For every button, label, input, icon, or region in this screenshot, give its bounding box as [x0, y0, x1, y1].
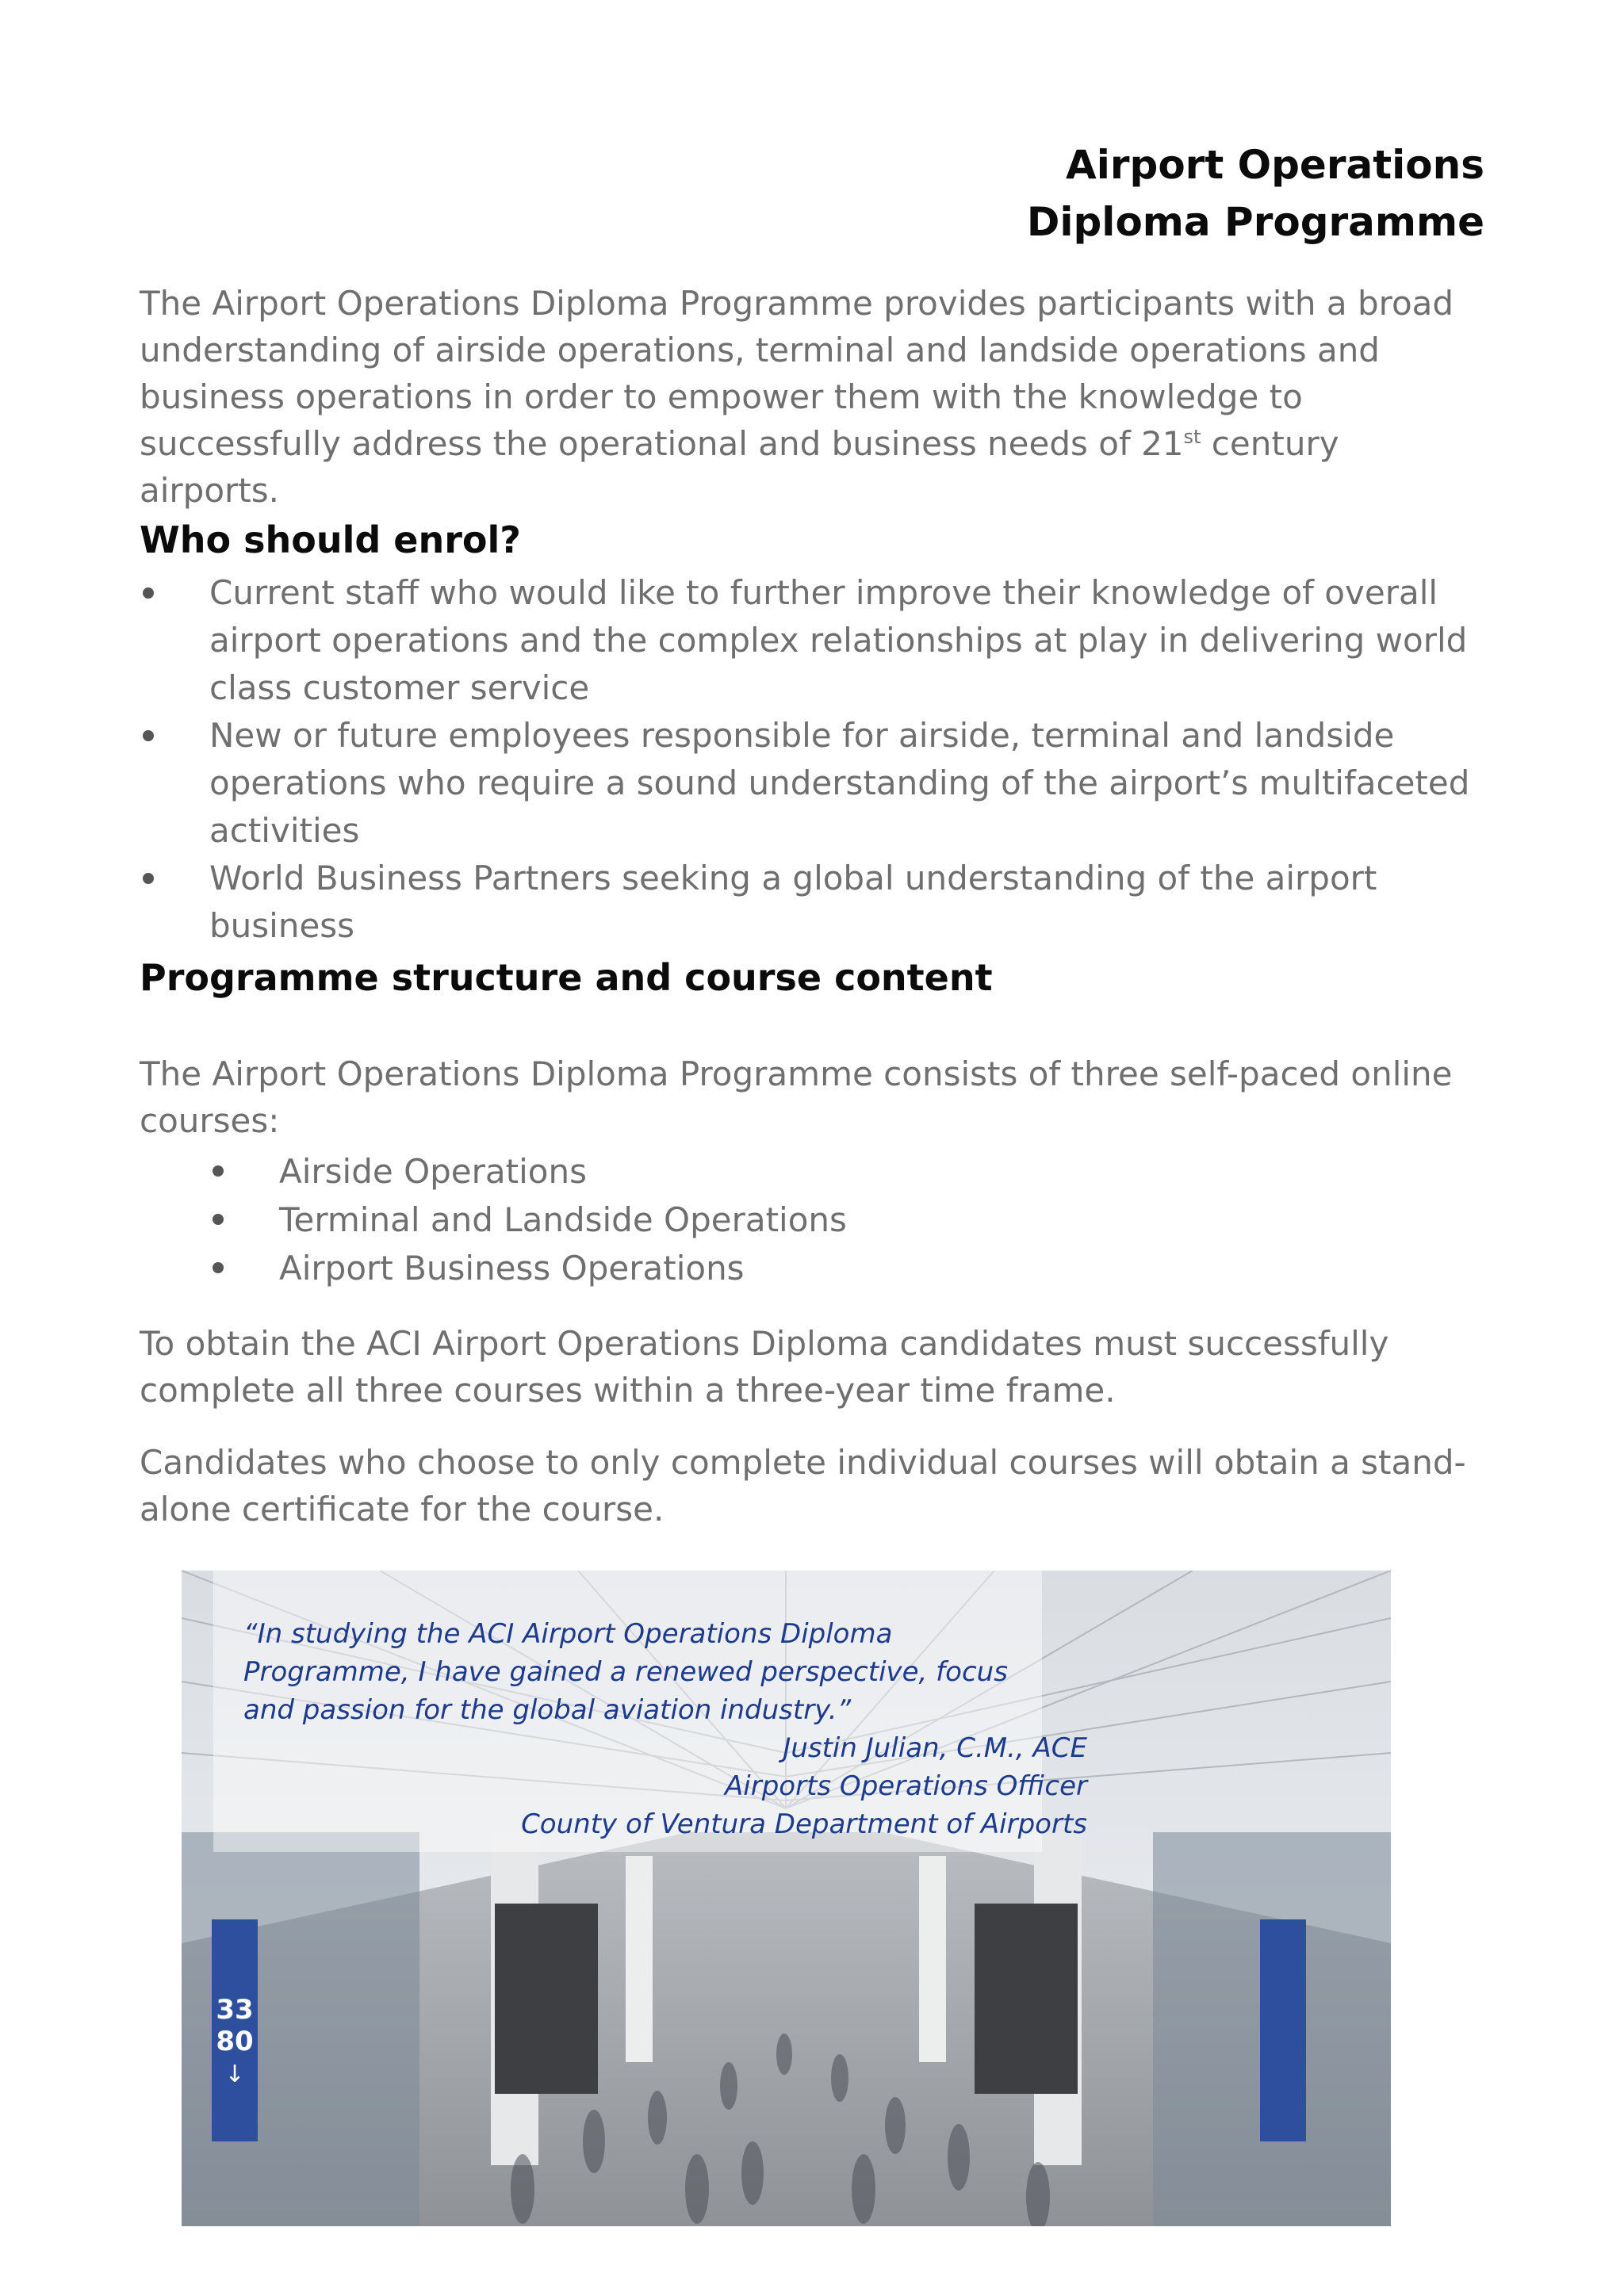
enrol-list: [140, 569, 1503, 950]
airport-terminal-photo: [182, 1571, 1391, 2226]
title-line-2: Diploma Programme: [1026, 199, 1484, 245]
list-item: World Business Partners seeking a global understanding of the airport business: [140, 855, 1503, 950]
list-item: Current staff who would like to further improve their knowledge of overall airport operations and the complex relationships at play in delivering world class customer service: [140, 569, 1503, 712]
bullet-icon: [213, 1165, 224, 1177]
certificate-paragraph: Candidates who choose to only complete individual courses will obtain a stand-alone certificate for the course.: [140, 1443, 1466, 1529]
list-item: New or future employees responsible for airside, terminal and landside operations who require a sound understanding of the airport’s multifaceted activities: [140, 712, 1503, 855]
bullet-icon: [213, 1262, 224, 1273]
course-list: [209, 1147, 1320, 1292]
intro-paragraph: [140, 280, 1488, 514]
testimonial-attribution: [373, 1729, 1087, 1843]
who-should-enrol-heading: Who should enrol?: [140, 519, 521, 561]
intro-text-end: century airports.: [140, 424, 1339, 510]
list-item: Airside Operations: [209, 1147, 1320, 1196]
sign-number-bottom: 80: [216, 2026, 254, 2057]
intro-text: The Airport Operations Diploma Programme provides participants with a broad understanding of airside operations, terminal and landside operations and business operations in order to empower them with the knowledge to successfully address the operational and business needs of 21: [140, 284, 1454, 463]
testimonial-name: Justin Julian, C.M., ACE: [783, 1732, 1087, 1764]
list-item: Airport Business Operations: [209, 1244, 1320, 1292]
down-arrow-icon: ↓: [224, 2061, 245, 2088]
testimonial-org: County of Ventura Department of Airports: [521, 1808, 1087, 1840]
bullet-icon: [143, 730, 154, 741]
testimonial-role: Airports Operations Officer: [725, 1770, 1087, 1802]
title-line-1: Airport Operations: [1066, 142, 1484, 188]
structure-intro: The Airport Operations Diploma Programme consists of three self-paced online courses:: [140, 1054, 1453, 1140]
testimonial-quote: “In studying the ACI Airport Operations Diploma Programme, I have gained a renewed perspective, focus and passion for the global aviation industry.”: [243, 1618, 1008, 1726]
programme-structure-heading: Programme structure and course content: [140, 956, 993, 999]
bullet-icon: [143, 873, 154, 884]
sign-number-top: 33: [216, 1994, 254, 2026]
completion-paragraph: To obtain the ACI Airport Operations Diploma candidates must successfully complete all three courses within a three-year time frame.: [140, 1324, 1389, 1410]
intro-superscript: st: [1183, 426, 1201, 448]
bullet-icon: [213, 1214, 224, 1225]
page-title: [771, 136, 1484, 251]
bullet-icon: [143, 587, 154, 599]
list-item: Terminal and Landside Operations: [209, 1196, 1320, 1244]
